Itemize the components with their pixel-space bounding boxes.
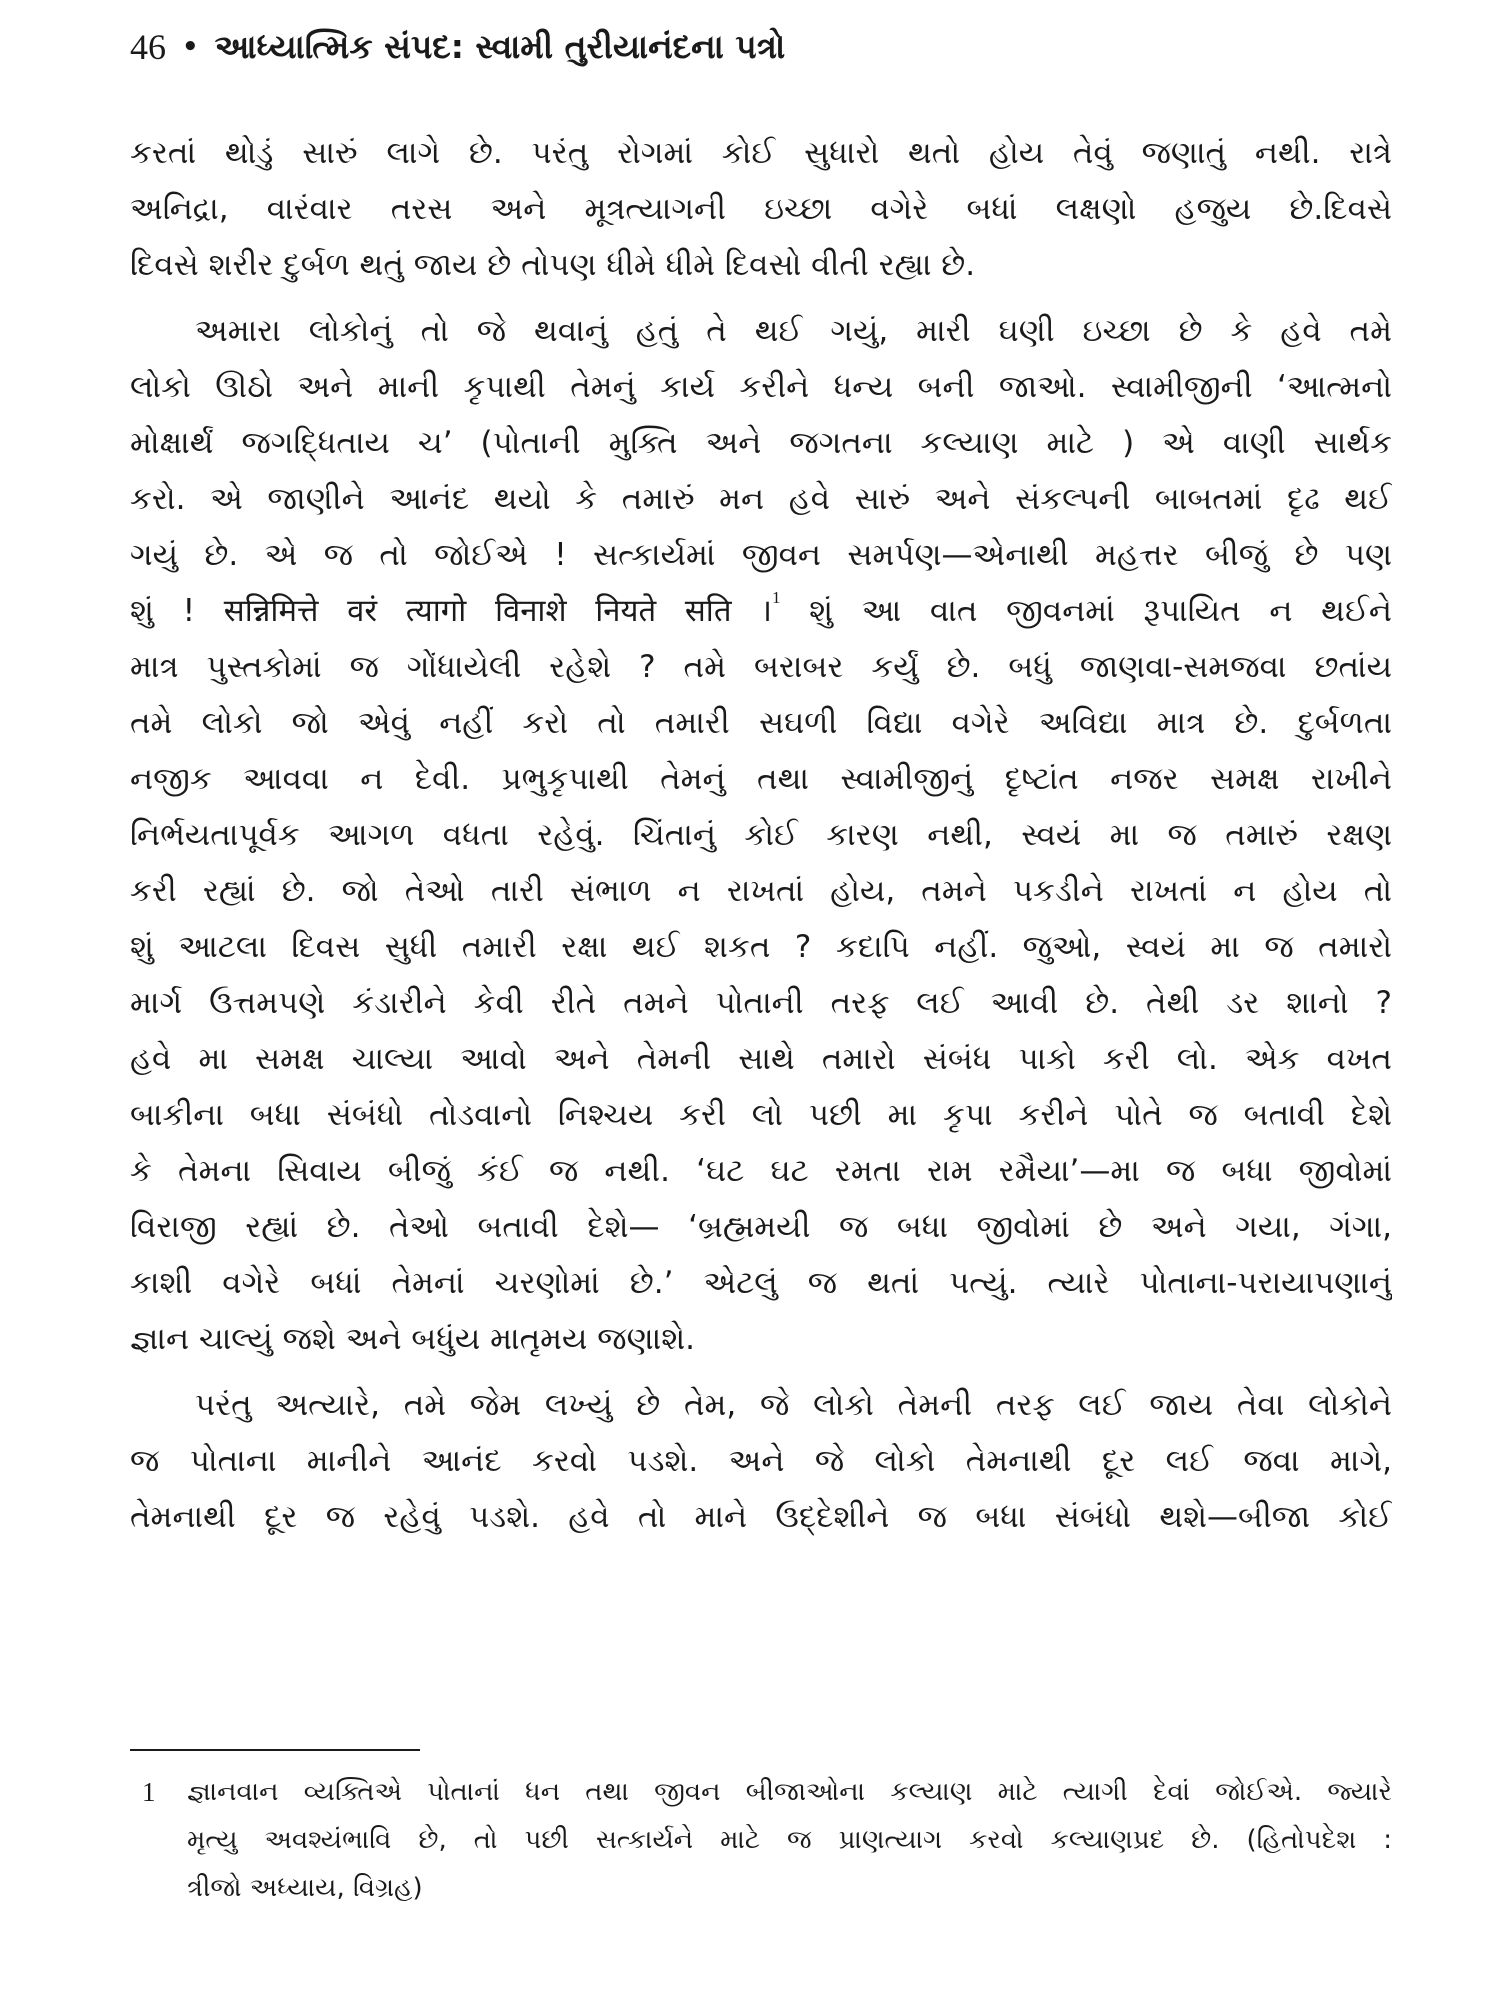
text-line: તેમનાથી દૂર જ રહેવું પડશે. હવે તો માને ઉદ્દેશીને જ બધા સંબંધો થશે—બીજા કોઈ bbox=[130, 1499, 1392, 1535]
text-line: વિરાજી રહ્યાં છે. તેઓ બતાવી દેશે— ‘બ્રહ્મમયી જ બધા જીવોમાં છે અને ગયા, ગંગા, bbox=[130, 1209, 1392, 1245]
text-line: બાકીના બધા સંબંધો તોડવાનો નિશ્ચય કરી લો પછી મા કૃપા કરીને પોતે જ બતાવી દેશે bbox=[130, 1097, 1392, 1133]
footnote-divider bbox=[130, 1749, 420, 1751]
footnote-line: ત્રીજો અધ્યાય, વિગ્રહ) bbox=[187, 1873, 423, 1903]
text-line: હવે મા સમક્ષ ચાલ્યા આવો અને તેમની સાથે તમારો સંબંધ પાકો કરી લો. એક વખત bbox=[130, 1041, 1392, 1077]
page-number: 46 bbox=[130, 27, 166, 67]
footnote-reference[interactable]: 1 bbox=[771, 588, 781, 607]
book-page bbox=[130, 0, 1392, 2000]
text-line: કરતાં થોડું સારું લાગે છે. પરંતુ રોગમાં કોઈ સુધારો થતો હોય તેવું જણાતું નથી. રાત્રે bbox=[130, 135, 1392, 171]
text-line: કે તેમના સિવાય બીજું કંઈ જ નથી. ‘ઘટ ઘટ રમતા રામ રમૈયા’—મા જ બધા જીવોમાં bbox=[130, 1153, 1392, 1189]
text-line: દિવસે શરીર દુર્બળ થતું જાય છે તોપણ ધીમે ધીમે દિવસો વીતી રહ્યા છે. bbox=[130, 247, 976, 283]
text-line-with-footnote-ref bbox=[130, 583, 1392, 639]
text-line: શું આટલા દિવસ સુધી તમારી રક્ષા થઈ શકત ? કદાપિ નહીં. જુઓ, સ્વયં મા જ તમારો bbox=[130, 929, 1392, 965]
footnote bbox=[130, 1768, 1392, 1912]
footnote-marker: 1 bbox=[142, 1777, 156, 1807]
text-line: જ્ઞાન ચાલ્યું જશે અને બધુંય માતૃમય જણાશે. bbox=[130, 1321, 696, 1357]
text-line: અનિદ્રા, વારંવાર તરસ અને મૂત્રત્યાગની ઇચ્છા વગેરે બધાં લક્ષણો હજુય છે.દિવસે bbox=[130, 191, 1392, 227]
text-line: કરો. એ જાણીને આનંદ થયો કે તમારું મન હવે સારું અને સંકલ્પની બાબતમાં દૃઢ થઈ bbox=[130, 481, 1392, 517]
body-text bbox=[130, 125, 1392, 1555]
text-line: અમારા લોકોનું તો જે થવાનું હતું તે થઈ ગયું, મારી ઘણી ઇચ્છા છે કે હવે તમે bbox=[195, 313, 1392, 349]
paragraph bbox=[130, 303, 1392, 1367]
text-line: મોક્ષાર્થં જગદ્ધિતાય ચ’ (પોતાની મુક્તિ અને જગતના કલ્યાણ માટે ) એ વાણી સાર્થક bbox=[130, 425, 1392, 461]
running-header bbox=[130, 22, 785, 72]
text-line: પરંતુ અત્યારે, તમે જેમ લખ્યું છે તેમ, જે લોકો તેમની તરફ લઈ જાય તેવા લોકોને bbox=[195, 1387, 1392, 1423]
text-line: લોકો ઊઠો અને માની કૃપાથી તેમનું કાર્ય કરીને ધન્ય બની જાઓ. સ્વામીજીની ‘આત્મનો bbox=[130, 369, 1392, 405]
header-separator: • bbox=[182, 32, 199, 62]
paragraph bbox=[130, 1377, 1392, 1545]
footnote-line: મૃત્યુ અવશ્યંભાવિ છે, તો પછી સત્કાર્યને માટે જ પ્રાણત્યાગ કરવો કલ્યાણપ્રદ છે. (હિતોપદેશ : bbox=[187, 1825, 1392, 1855]
footnote-line: જ્ઞાનવાન વ્યક્તિએ પોતાનાં ધન તથા જીવન બીજાઓના કલ્યાણ માટે ત્યાગી દેવાં જોઈએ. જ્યારે bbox=[187, 1777, 1392, 1807]
footnote-text bbox=[187, 1768, 1392, 1912]
paragraph bbox=[130, 125, 1392, 293]
text-line: નજીક આવવા ન દેવી. પ્રભુકૃપાથી તેમનું તથા સ્વામીજીનું દૃષ્ટાંત નજર સમક્ષ રાખીને bbox=[130, 761, 1392, 797]
text-line: માર્ગ ઉત્તમપણે કંડારીને કેવી રીતે તમને પોતાની તરફ લઈ આવી છે. તેથી ડર શાનો ? bbox=[130, 985, 1392, 1021]
text-line: નિર્ભયતાપૂર્વક આગળ વધતા રહેવું. ચિંતાનું કોઈ કારણ નથી, સ્વયં મા જ તમારું રક્ષણ bbox=[130, 817, 1392, 853]
sanskrit-quote: શું ! सन्निमित्ते वरं त्यागो विनाशे नियते सति । bbox=[130, 593, 772, 629]
text-line: કરી રહ્યાં છે. જો તેઓ તારી સંભાળ ન રાખતાં હોય, તમને પકડીને રાખતાં ન હોય તો bbox=[130, 873, 1392, 909]
running-title: આધ્યાત્મિક સંપદ: સ્વામી તુરીયાનંદના પત્રો bbox=[214, 27, 786, 66]
text-line: તમે લોકો જો એવું નહીં કરો તો તમારી સઘળી વિદ્યા વગેરે અવિદ્યા માત્ર છે. દુર્બળતા bbox=[130, 705, 1392, 741]
text-line: જ પોતાના માનીને આનંદ કરવો પડશે. અને જે લોકો તેમનાથી દૂર લઈ જવા માગે, bbox=[130, 1443, 1392, 1479]
text-line: કાશી વગેરે બધાં તેમનાં ચરણોમાં છે.’ એટલું જ થતાં પત્યું. ત્યારે પોતાના-પરાયાપણાનું bbox=[130, 1265, 1392, 1301]
line-continuation: શું આ વાત જીવનમાં રૂપાયિત ન થઈને bbox=[780, 593, 1392, 629]
text-line: માત્ર પુસ્તકોમાં જ ગોંધાયેલી રહેશે ? તમે બરાબર કર્યું છે. બધું જાણવા-સમજવા છતાંય bbox=[130, 649, 1392, 685]
text-line: ગયું છે. એ જ તો જોઈએ ! સત્કાર્યમાં જીવન સમર્પણ—એનાથી મહત્તર બીજું છે પણ bbox=[130, 537, 1392, 573]
